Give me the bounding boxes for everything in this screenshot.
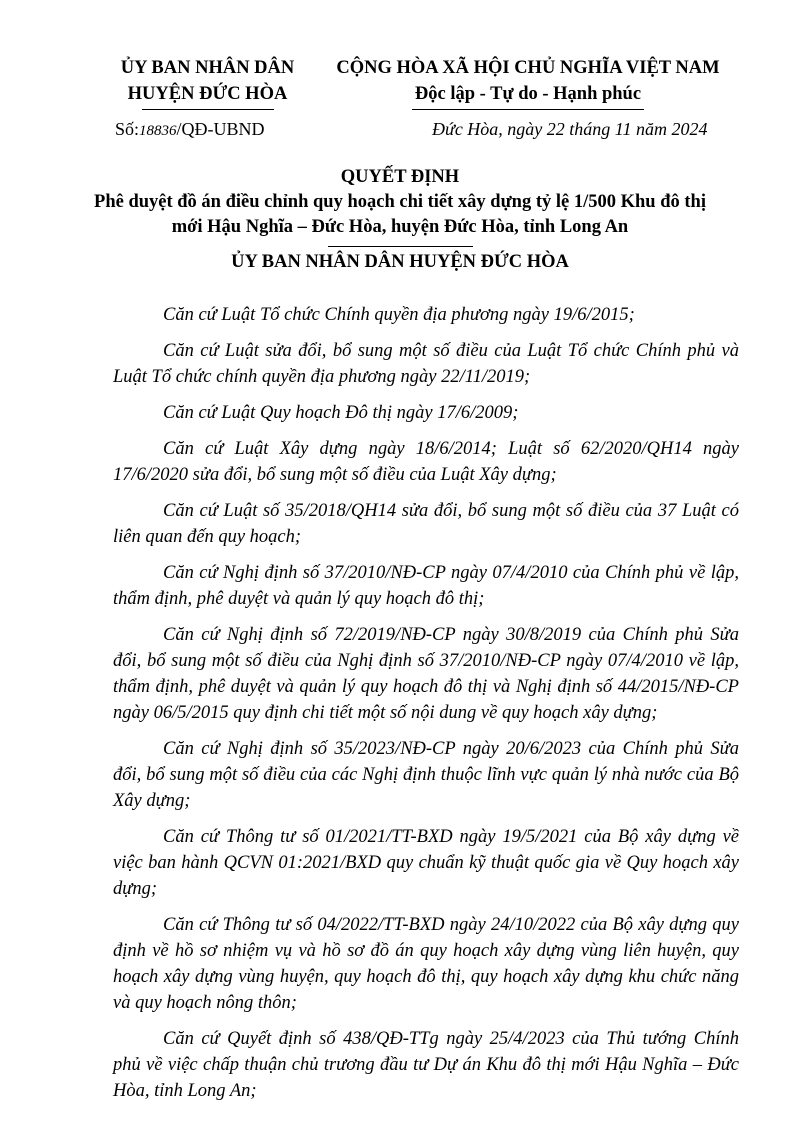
issue-date: Đức Hòa, ngày 22 tháng 11 năm 2024 — [432, 119, 708, 139]
document-number-value: 18836 — [139, 123, 177, 139]
issuing-authority: ỦY BAN NHÂN DÂN HUYỆN ĐỨC HÒA — [231, 252, 569, 272]
legal-basis-paragraph: Căn cứ Luật Xây dựng ngày 18/6/2014; Luật số 62/2020/QH14 ngày 17/6/2020 sửa đổi, bổ sung một số điều của Luật Xây dựng; — [113, 439, 739, 485]
national-header — [318, 55, 738, 110]
legal-basis-paragraph: Căn cứ Nghị định số 72/2019/NĐ-CP ngày 30/8/2019 của Chính phủ Sửa đổi, bổ sung một số điều của Nghị định số 37/2010/NĐ-CP ngày 07/4/2010 về lập, thẩm định, phê duyệt và quản lý quy hoạch đô thị và Nghị định số 44/2015/NĐ-CP ngày 06/5/2015 quy định chi tiết một số nội dung về quy hoạch xây dựng; — [113, 625, 739, 723]
decision-heading: QUYẾT ĐỊNH — [340, 167, 460, 187]
nation-line-1: CỘNG HÒA XÃ HỘI CHỦ NGHĨA VIỆT NAM — [336, 58, 720, 78]
decision-subject: Phê duyệt đồ án điều chỉnh quy hoạch chi tiết xây dựng tỷ lệ 1/500 Khu đô thị mới Hậu Nghĩa – Đức Hòa, huyện Đức Hòa, tỉnh Long An — [94, 192, 706, 237]
legal-basis-paragraph: Căn cứ Luật sửa đổi, bổ sung một số điều của Luật Tổ chức Chính phủ và Luật Tổ chức chính quyền địa phương ngày 22/11/2019; — [113, 341, 739, 387]
agency-line-1: ỦY BAN NHÂN DÂN — [120, 58, 295, 78]
legal-basis-paragraph: Căn cứ Thông tư số 04/2022/TT-BXD ngày 24/10/2022 của Bộ xây dựng quy định về hồ sơ nhiệm vụ và hồ sơ đồ án quy hoạch xây dựng vùng liên huyện, quy hoạch xây dựng vùng huyện, quy hoạch đô thị, quy hoạch xây dựng khu chức năng và quy hoạch nông thôn; — [113, 915, 739, 1013]
decision-title — [80, 165, 720, 247]
legal-basis-paragraph: Căn cứ Luật Quy hoạch Đô thị ngày 17/6/2009; — [163, 403, 519, 423]
legal-basis-paragraph: Căn cứ Thông tư số 01/2021/TT-BXD ngày 19/5/2021 của Bộ xây dựng về việc ban hành QCVN 01:2021/BXD quy chuẩn kỹ thuật quốc gia về Quy hoạch xây dựng; — [113, 827, 739, 899]
legal-basis-paragraph: Căn cứ Nghị định số 37/2010/NĐ-CP ngày 07/4/2010 của Chính phủ về lập, thẩm định, phê duyệt và quản lý quy hoạch đô thị; — [113, 563, 739, 609]
document-number-prefix: Số: — [115, 119, 140, 139]
agency-underline — [142, 109, 274, 110]
agency-line-2: HUYỆN ĐỨC HÒA — [127, 84, 288, 104]
legal-basis-paragraph: Căn cứ Luật số 35/2018/QH14 sửa đổi, bổ sung một số điều của 37 Luật có liên quan đến quy hoạch; — [113, 501, 739, 547]
document-number-suffix: /QĐ-UBND — [176, 119, 265, 139]
legal-basis-list — [113, 302, 739, 1114]
title-underline — [328, 246, 473, 247]
legal-basis-paragraph: Căn cứ Quyết định số 438/QĐ-TTg ngày 25/4/2023 của Thủ tướng Chính phủ về việc chấp thuận chủ trương đầu tư Dự án Khu đô thị mới Hậu Nghĩa – Đức Hòa, tỉnh Long An; — [113, 1029, 739, 1101]
legal-basis-paragraph: Căn cứ Luật Tổ chức Chính quyền địa phương ngày 19/6/2015; — [163, 305, 635, 325]
agency-header — [100, 55, 315, 110]
motto-underline — [412, 109, 644, 110]
nation-line-2: Độc lập - Tự do - Hạnh phúc — [414, 84, 642, 104]
document-number — [115, 119, 265, 140]
legal-basis-paragraph: Căn cứ Nghị định số 35/2023/NĐ-CP ngày 20/6/2023 của Chính phủ Sửa đổi, bổ sung một số điều của các Nghị định thuộc lĩnh vực quản lý nhà nước của Bộ Xây dựng; — [113, 739, 739, 811]
